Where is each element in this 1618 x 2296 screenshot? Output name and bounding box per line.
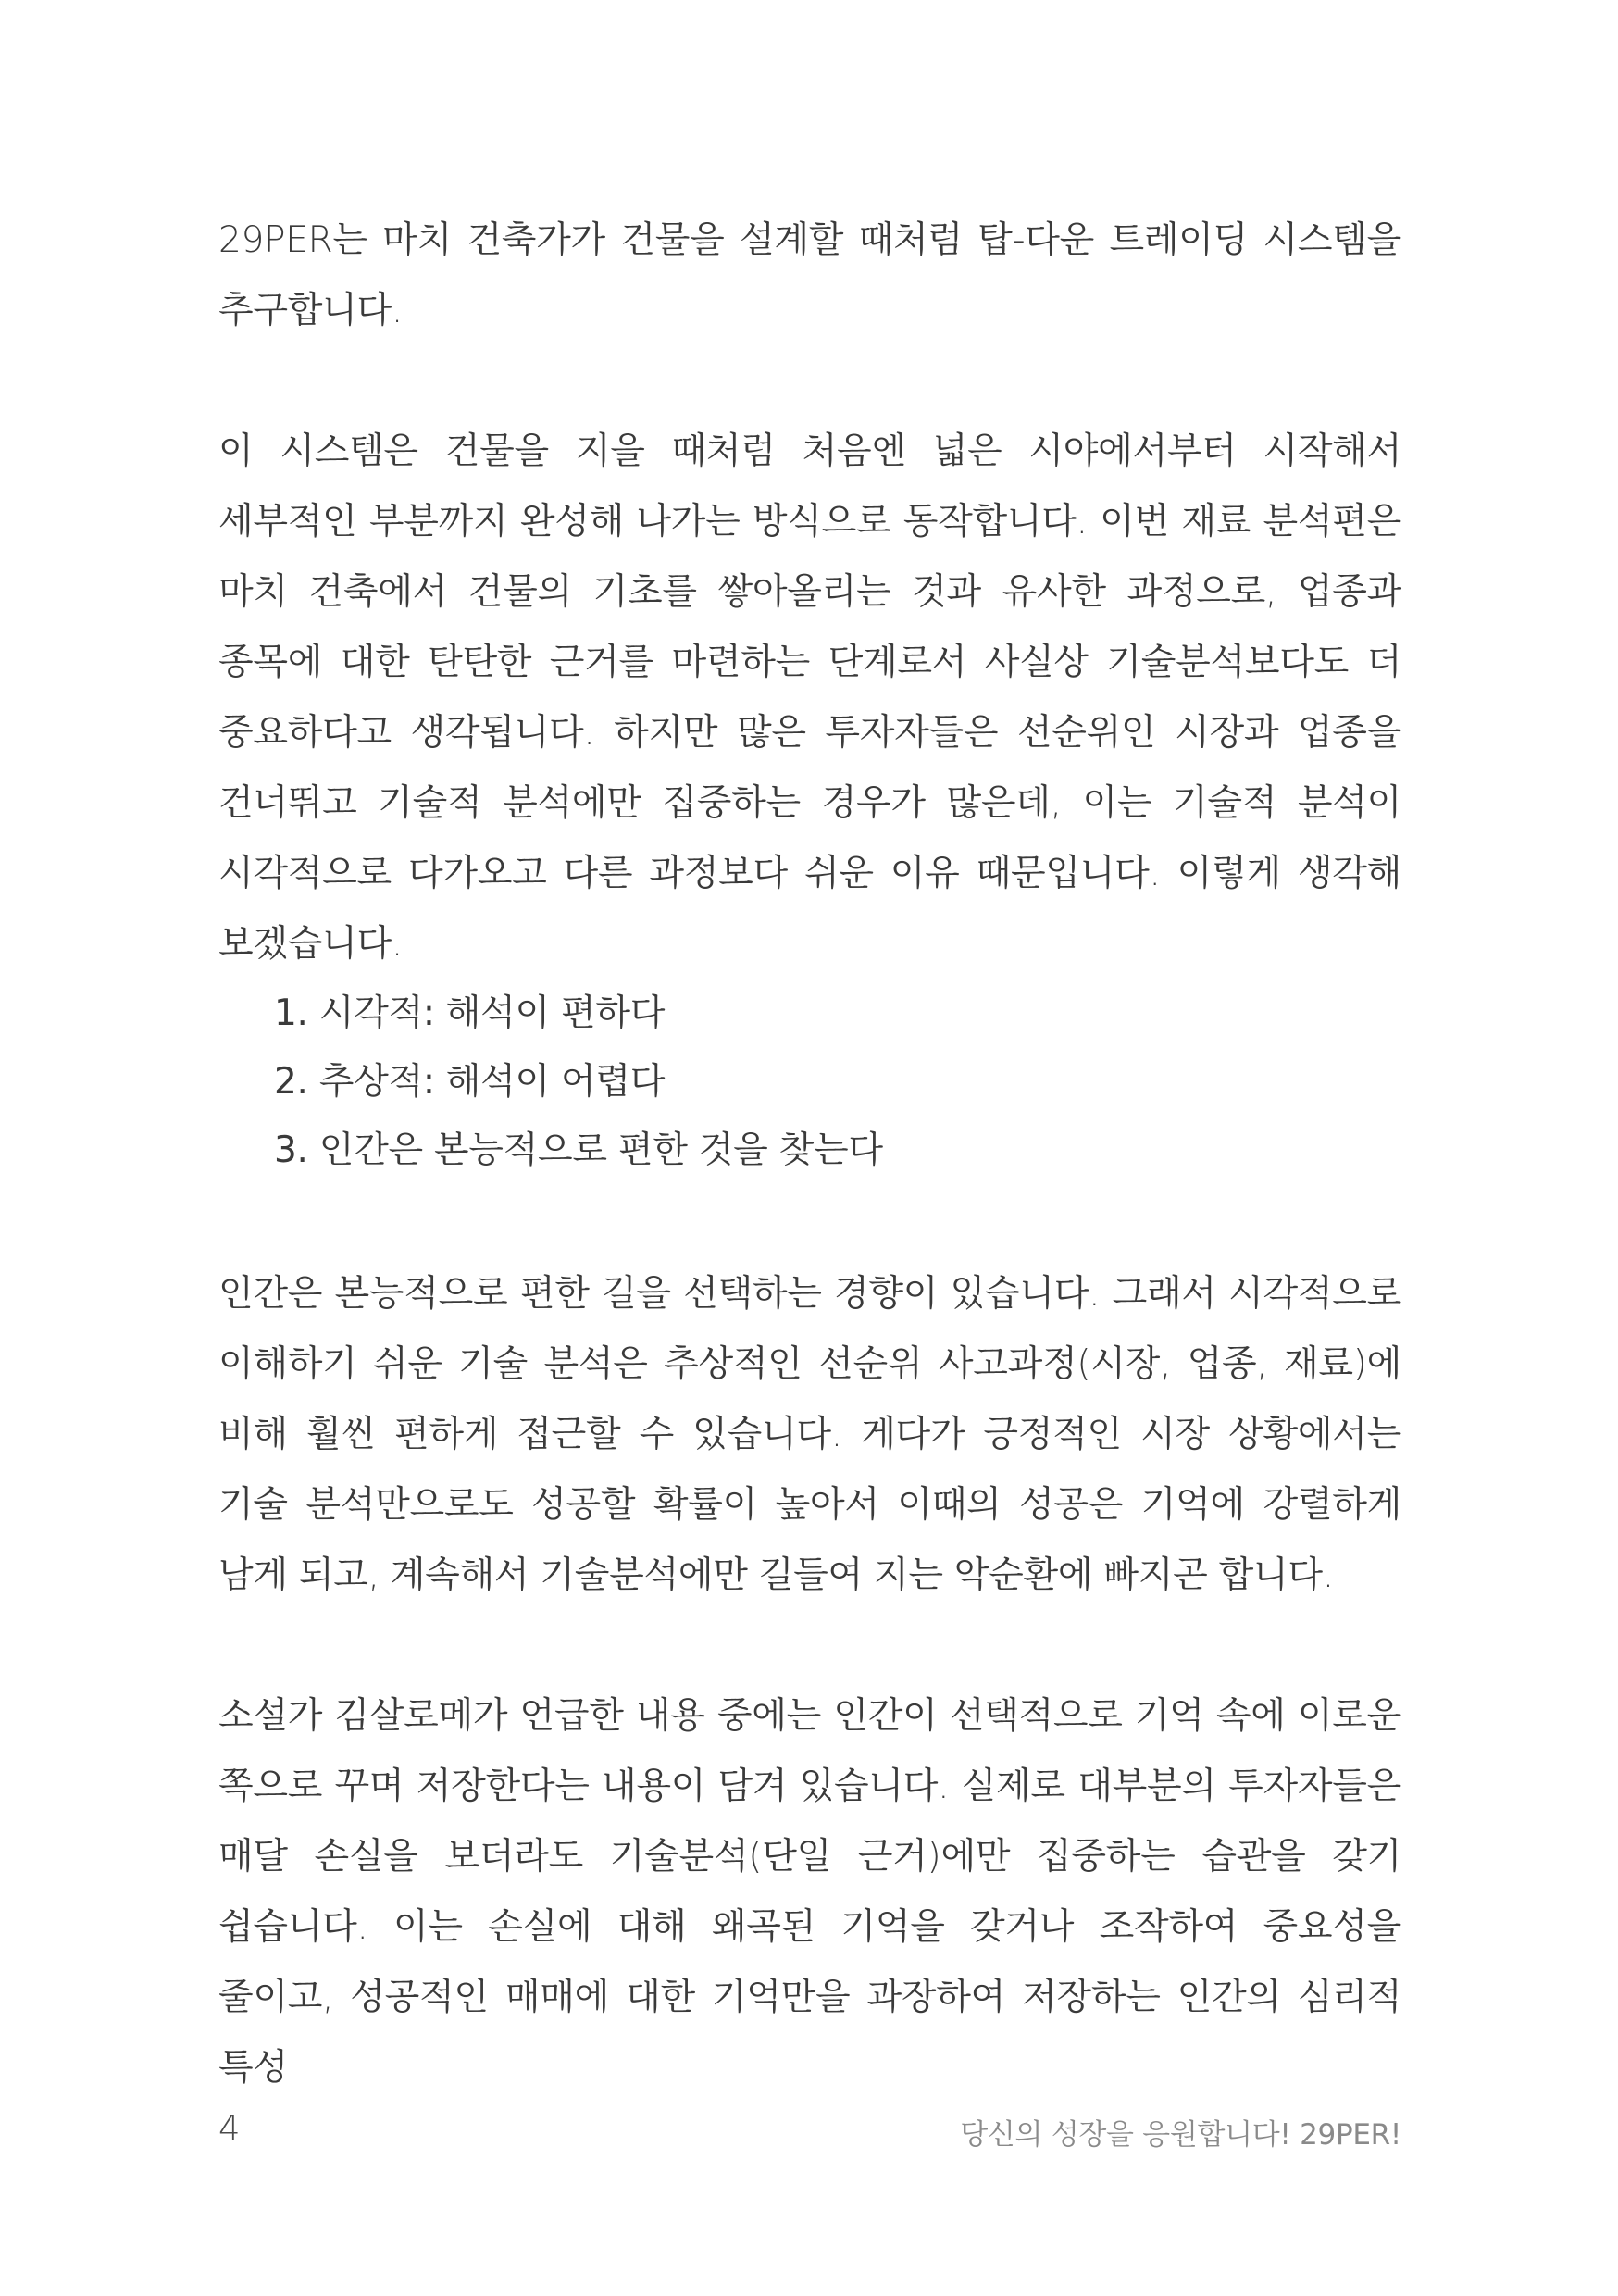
paragraph-system: 이 시스템은 건물을 지을 때처럼 처음엔 넓은 시야에서부터 시작해서 세부적인 부분까지 완성해 나가는 방식으로 동작합니다. 이번 재료 분석편은 마치 건축에서 건물의 기초를 쌓아올리는 것과 유사한 과정으로, 업종과 종목에 대한 탄탄한 근거를 마련하는 단계로서 사실상 기술분석보다도 더 중요하다고 생각됩니다. 하지만 많은 투자자들은 선순위인 시장과 업종을 건너뛰고 기술적 분석에만 집중하는 경우가 많은데, 이는 기술적 분석이 시각적으로 다가오고 다른 과정보다 쉬운 이유 때문입니다. 이렇게 생각해 보겠습니다. [218,430,1401,965]
paragraph-instinct: 인간은 본능적으로 편한 길을 선택하는 경향이 있습니다. 그래서 시각적으로 이해하기 쉬운 기술 분석은 추상적인 선순위 사고과정(시장, 업종, 재료)에 비해 훨씬 편하게 접근할 수 있습니다. 게다가 긍정적인 시장 상황에서는 기술 분석만으로도 성공할 확률이 높아서 이때의 성공은 기억에 강렬하게 남게 되고, 계속해서 기술분석에만 길들여 지는 악순환에 빠지곤 합니다. [218,1273,1401,1596]
numbered-list [218,980,1401,1185]
body-content [218,206,1401,2103]
paragraph-memory: 소설가 김살로메가 언급한 내용 중에는 인간이 선택적으로 기억 속에 이로운 쪽으로 꾸며 저장한다는 내용이 담겨 있습니다. 실제로 대부분의 투자자들은 매달 손실을 보더라도 기술분석(단일 근거)에만 집중하는 습관을 갖기 쉽습니다. 이는 손실에 대해 왜곡된 기억을 갖거나 조작하여 중요성을 줄이고, 성공적인 매매에 대한 기억만을 과장하여 저장하는 인간의 심리적 특성 [218,1695,1401,2089]
list-item: 1. 시각적: 해석이 편하다 [274,992,666,1034]
paragraph-intro: 29PER는 마치 건축가가 건물을 설계할 때처럼 탑-다운 트레이딩 시스템을 추구합니다. [218,219,1401,331]
page-number: 4 [218,2109,241,2149]
list-item: 2. 추상적: 해석이 어렵다 [274,1061,666,1103]
footer-tagline: 당신의 성장을 응원합니다! 29PER! [960,2118,1401,2152]
list-item: 3. 인간은 본능적으로 편한 것을 찾는다 [274,1129,883,1171]
